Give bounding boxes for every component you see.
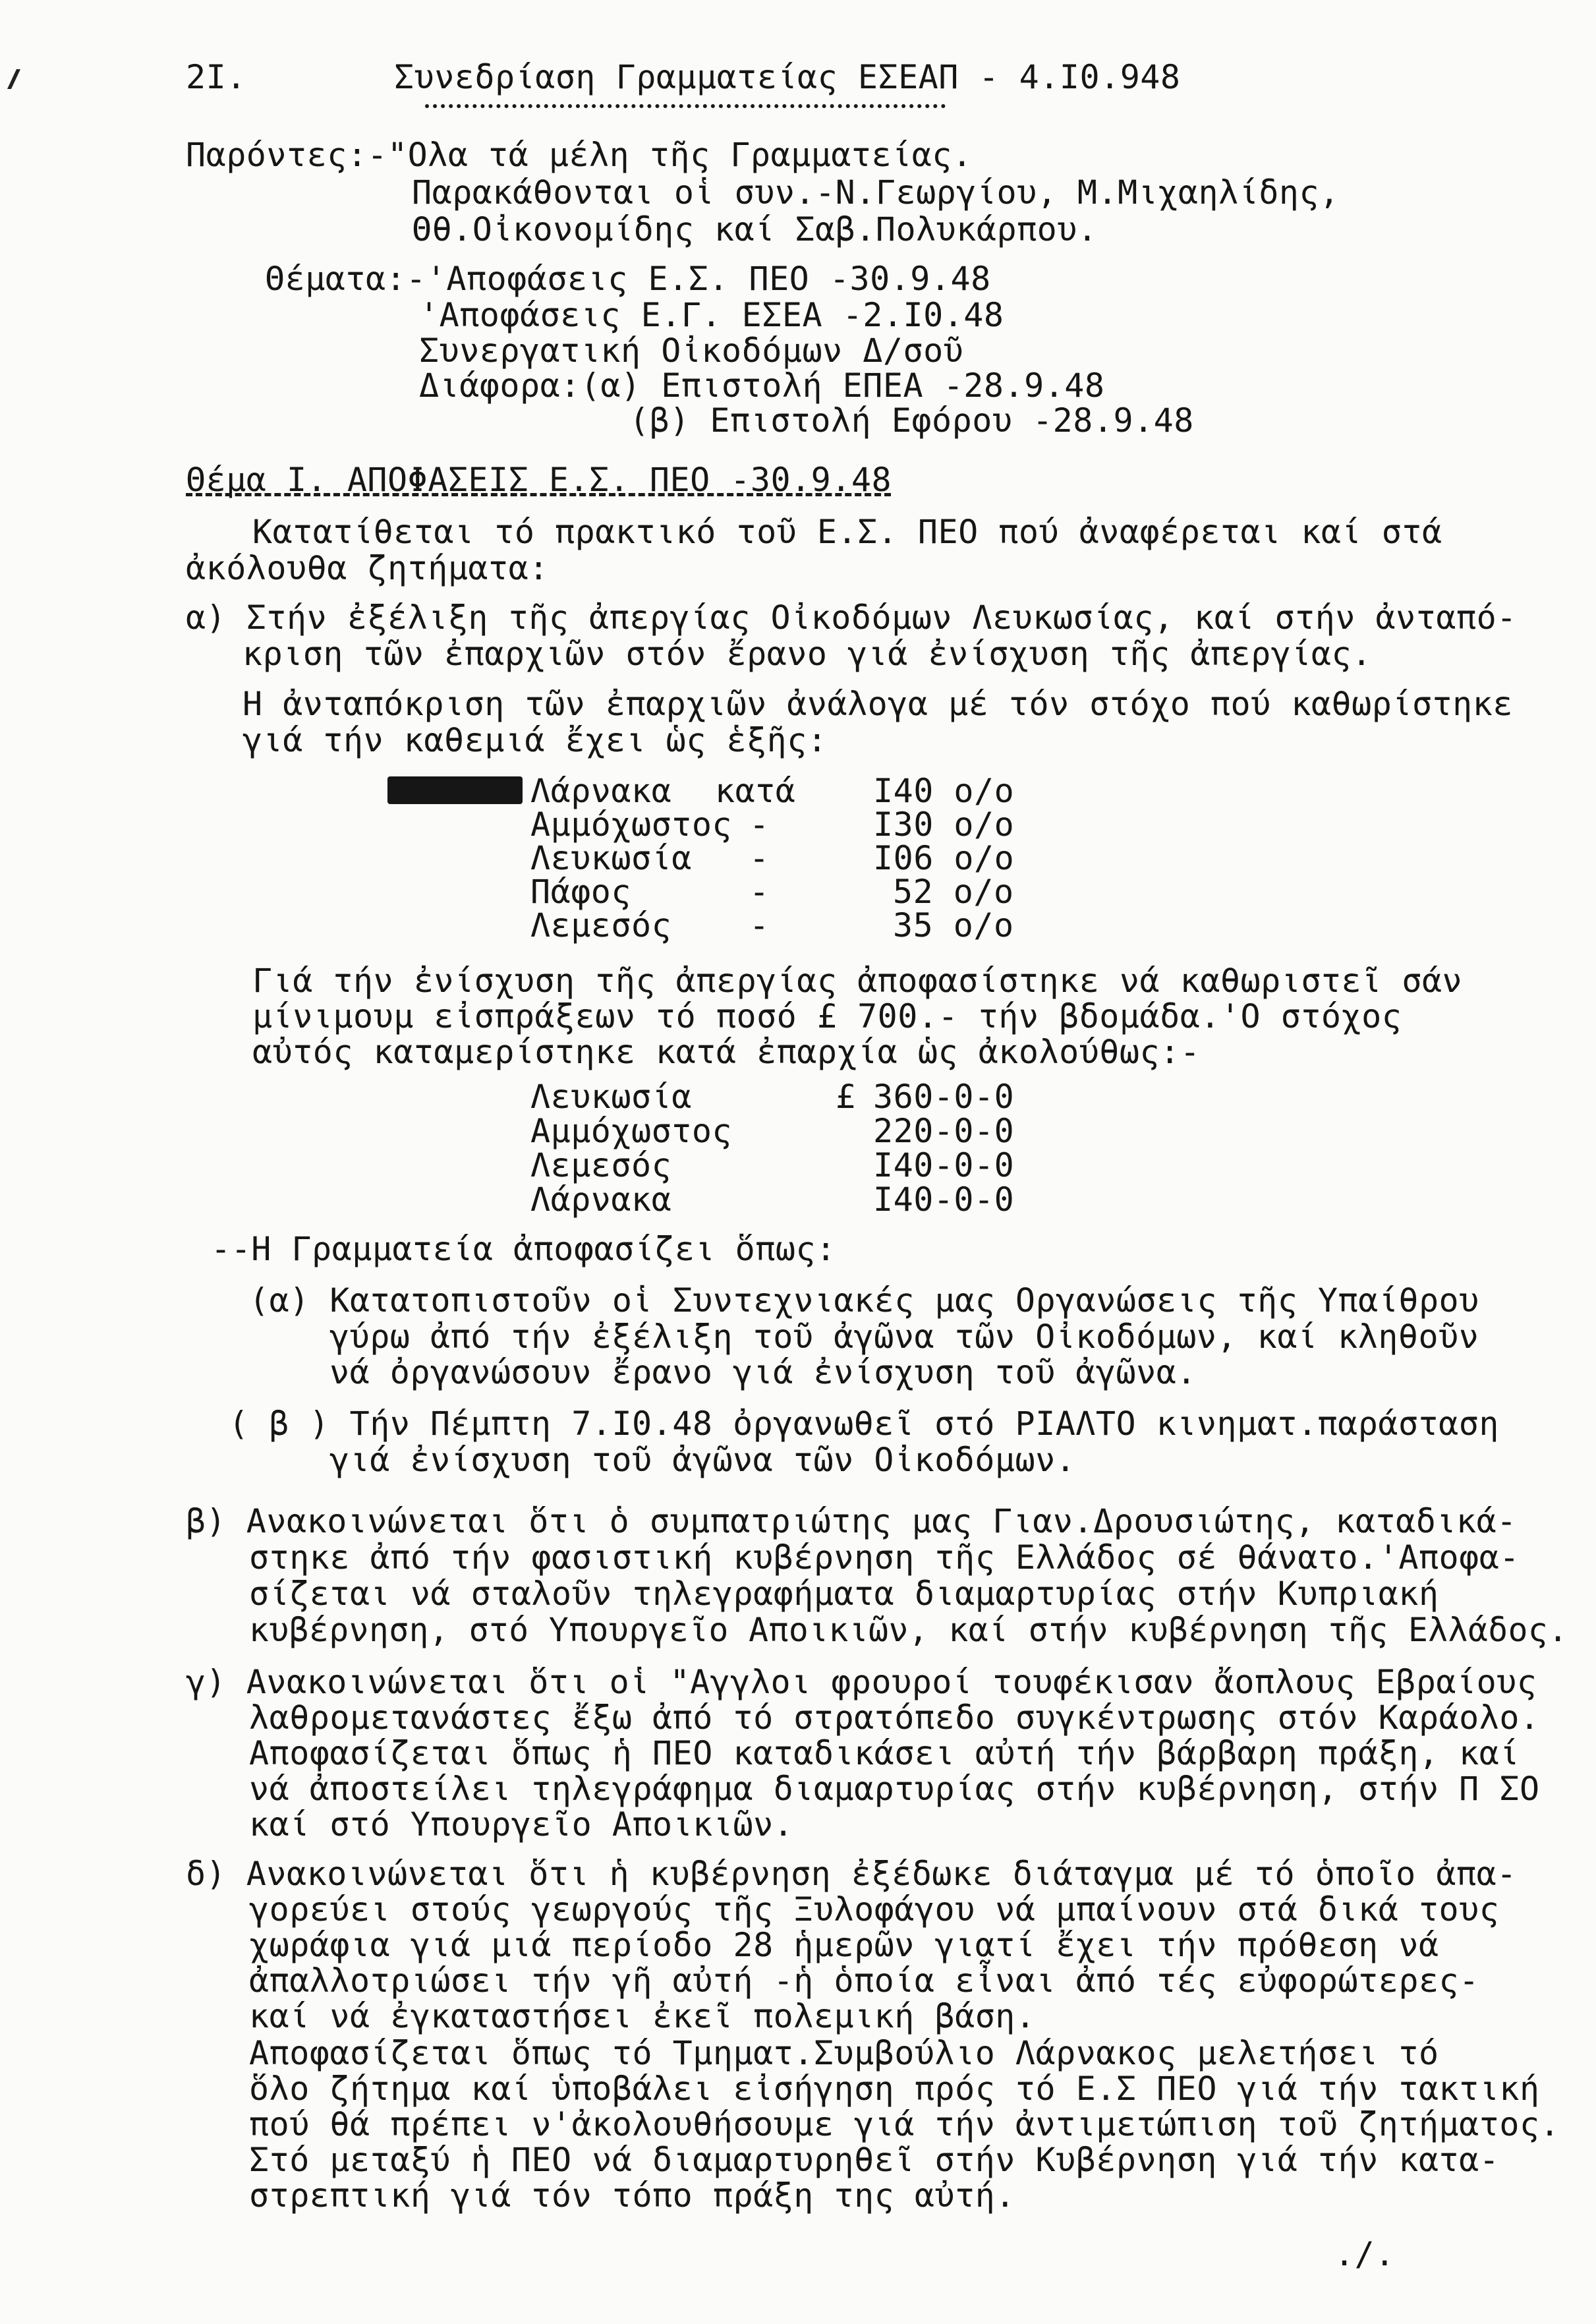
table-row-name: Πάφος — [530, 873, 632, 911]
table-row-separator: - — [749, 906, 770, 944]
table-row-separator: - — [749, 805, 770, 844]
paragraph-line: γ) Ανακοινώνεται ὅτι οἱ "Αγγλοι φρουροί τουφέκισαν ἄοπλους Εβραίους — [186, 1663, 1537, 1701]
paragraph-line: λαθρομετανάστες ἔξω ἀπό τό στρατόπεδο συγκέντρωσης στόν Καράολο. — [249, 1699, 1540, 1737]
paragraph-line: ὅλο ζήτημα καί ὑποβάλει εἰσήγηση πρός τό Ε.Σ ΠΕΟ γιά τήν τακτική — [249, 2070, 1540, 2108]
paragraph-line: πού θά πρέπει ν'ἀκολουθήσουμε γιά τήν ἀντιμετώπιση τοῦ ζητήματος. — [249, 2105, 1560, 2143]
title-underline — [425, 104, 946, 108]
topics-line: Συνεργατική Οἰκοδόμων Δ/σοῦ — [419, 332, 964, 370]
paragraph-line: νά ἀποστείλει τηλεγράφημα διαμαρτυρίας στήν κυβέρνηση, στήν Π ΣΟ — [249, 1770, 1540, 1808]
paragraph-line: γιά τήν καθεμιά ἔχει ὡς ἑξῆς: — [242, 721, 828, 759]
page-title: Συνεδρίαση Γραμματείας ΕΣΕΑΠ - 4.Ι0.948 — [394, 58, 1181, 96]
table-row-value: Ι40 ο/ο — [873, 772, 1015, 810]
paragraph-line: γορεύει στούς γεωργούς τῆς Ξυλοφάγου νά μπαίνουν στά δικά τους — [249, 1890, 1500, 1929]
paragraph-line: Αποφασίζεται ὅπως ἡ ΠΕΟ καταδικάσει αὐτή τήν βάρβαρη πράξη, καί — [249, 1734, 1520, 1772]
topics-line: Διάφορα:(α) Επιστολή ΕΠΕΑ -28.9.48 — [419, 366, 1105, 405]
table-row-value: 52 ο/ο — [893, 873, 1014, 911]
paragraph-line: ἀπαλλοτριώσει τήν γῆ αὐτή -ἡ ὁποία εἶναι ἀπό τές εὐφορώτερες- — [249, 1961, 1479, 2000]
table-row-separator: - — [749, 873, 770, 911]
paragraph-line: Γιά τήν ἐνίσχυση τῆς ἀπεργίας ἀποφασίστηκε νά καθωριστεῖ σάν — [252, 962, 1463, 1000]
table-row-value: 220-0-0 — [873, 1112, 1015, 1150]
paragraph-line: Κατατίθεται τό πρακτικό τοῦ Ε.Σ. ΠΕΟ πού ἀναφέρεται καί στά — [252, 513, 1442, 551]
table-row-name: Λάρνακα — [530, 1180, 672, 1219]
table-row-value: Ι06 ο/ο — [873, 839, 1015, 877]
paragraph-line: ( β ) Τήν Πέμπτη 7.Ι0.48 ὀργανωθεῖ στό ΡΙΑΛΤΟ κινηματ.παράσταση — [229, 1405, 1499, 1443]
paragraph-line: ἀκόλουθα ζητήματα: — [186, 549, 549, 587]
paragraph-line: χωράφια γιά μιά περίοδο 28 ἡμερῶν γιατί ἔχει τήν πρόθεση νά — [249, 1926, 1439, 1964]
paragraph-line: μίνιμουμ εἰσπράξεων τό ποσό £ 700.- τήν βδομάδα.'Ο στόχος — [252, 997, 1402, 1035]
decision-heading: --Η Γραμματεία ἀποφασίζει ὅπως: — [211, 1230, 836, 1268]
attendance-line: Θθ.Οἰκονομίδης καί Σαβ.Πολυκάρπου. — [412, 210, 1098, 248]
table-row-name: Λευκωσία — [530, 839, 692, 877]
attendance-line: Παρακάθονται οἱ συν.-Ν.Γεωργίου, Μ.Μιχαηλίδης, — [412, 173, 1340, 212]
topics-line: Θέματα:-'Αποφάσεις Ε.Σ. ΠΕΟ -30.9.48 — [265, 260, 991, 298]
paragraph-line: Αποφασίζεται ὅπως τό Τμηματ.Συμβούλιο Λάρνακος μελετήσει τό — [249, 2034, 1439, 2072]
continued-mark: ./. — [1334, 2235, 1395, 2273]
paragraph-line: στηκε ἀπό τήν φασιστική κυβέρνηση τῆς Ελλάδος σέ θάνατο.'Αποφα- — [249, 1538, 1520, 1577]
table-row-separator: - — [749, 839, 770, 877]
table-row-separator: κατά — [715, 772, 796, 810]
topics-line: (β) Επιστολή Εφόρου -28.9.48 — [629, 401, 1194, 440]
table-row-currency: £ — [836, 1078, 856, 1116]
paragraph-line: (α) Κατατοπιστοῦν οἱ Συντεχνιακές μας Οργανώσεις τῆς Υπαίθρου — [249, 1281, 1479, 1320]
table-row-name: Λάρνακα — [530, 772, 672, 810]
page-number: 2I. — [186, 58, 246, 96]
topics-line: 'Αποφάσεις Ε.Γ. ΕΣΕΑ -2.Ι0.48 — [419, 296, 1004, 334]
table-row-value: Ι30 ο/ο — [873, 805, 1015, 844]
corner-mark — [5, 63, 32, 102]
table-row-value: Ι40-0-0 — [873, 1180, 1015, 1219]
table-row-value: 360-0-0 — [873, 1078, 1015, 1116]
paragraph-line: Στό μεταξύ ἡ ΠΕΟ νά διαμαρτυρηθεῖ στήν Κυβέρνηση γιά τήν κατα- — [249, 2141, 1500, 2179]
paragraph-line: νά ὀργανώσουν ἔρανο γιά ἐνίσχυση τοῦ ἀγῶνα. — [329, 1353, 1197, 1391]
table-row-name: Λεμεσός — [530, 906, 672, 944]
paragraph-line: σίζεται νά σταλοῦν τηλεγραφήματα διαμαρτυρίας στήν Κυπριακή — [249, 1575, 1439, 1613]
paragraph-line: Η ἀνταπόκριση τῶν ἐπαρχιῶν ἀνάλογα μέ τόν στόχο πού καθωρίστηκε — [242, 685, 1513, 723]
paragraph-line: καί στό Υπουργεῖο Αποικιῶν. — [249, 1805, 794, 1844]
attendance-line: Παρόντες:-"Ολα τά μέλη τῆς Γραμματείας. — [186, 136, 973, 174]
paragraph-line: καί νά ἐγκαταστήσει ἐκεῖ πολεμική βάση. — [249, 1997, 1036, 2035]
paragraph-line: δ) Ανακοινώνεται ὅτι ἡ κυβέρνηση ἐξέδωκε διάταγμα μέ τό ὁποῖο ἀπα- — [186, 1855, 1517, 1893]
paragraph-line: γύρω ἀπό τήν ἐξέλιξη τοῦ ἀγῶνα τῶν Οἰκοδόμων, καί κληθοῦν — [329, 1318, 1479, 1356]
section-heading-underline — [186, 493, 891, 496]
paragraph-line: β) Ανακοινώνεται ὅτι ὁ συμπατριώτης μας Γιαν.Δρουσιώτης, καταδικά- — [186, 1502, 1517, 1540]
table-row-value: Ι40-0-0 — [873, 1146, 1015, 1184]
ink-blot — [387, 776, 523, 804]
paragraph-line: αὐτός καταμερίστηκε κατά ἐπαρχία ὡς ἀκολούθως:- — [252, 1033, 1201, 1071]
paragraph-line: γιά ἐνίσχυση τοῦ ἀγῶνα τῶν Οἰκοδόμων. — [329, 1441, 1076, 1479]
table-row-name: Λεμεσός — [530, 1146, 672, 1184]
table-row-name: Αμμόχωστος — [530, 1112, 733, 1150]
paragraph-line: α) Στήν ἐξέλιξη τῆς ἀπεργίας Οἰκοδόμων Λευκωσίας, καί στήν ἀνταπό- — [186, 598, 1517, 637]
section-heading: Θέμα Ι. ΑΠΟΦΑΣΕΙΣ Ε.Σ. ΠΕΟ -30.9.48 — [186, 461, 892, 499]
table-row-name: Λευκωσία — [530, 1078, 692, 1116]
table-row-name: Αμμόχωστος — [530, 805, 733, 844]
paragraph-line: κυβέρνηση, στό Υπουργεῖο Αποικιῶν, καί στήν κυβέρνηση τῆς Ελλάδος. — [249, 1611, 1568, 1649]
table-row-value: 35 ο/ο — [893, 906, 1014, 944]
paragraph-line: στρεπτική γιά τόν τόπο πράξη της αὐτή. — [249, 2176, 1015, 2215]
paragraph-line: κριση τῶν ἐπαρχιῶν στόν ἔρανο γιά ἐνίσχυση τῆς ἀπεργίας. — [242, 635, 1372, 673]
